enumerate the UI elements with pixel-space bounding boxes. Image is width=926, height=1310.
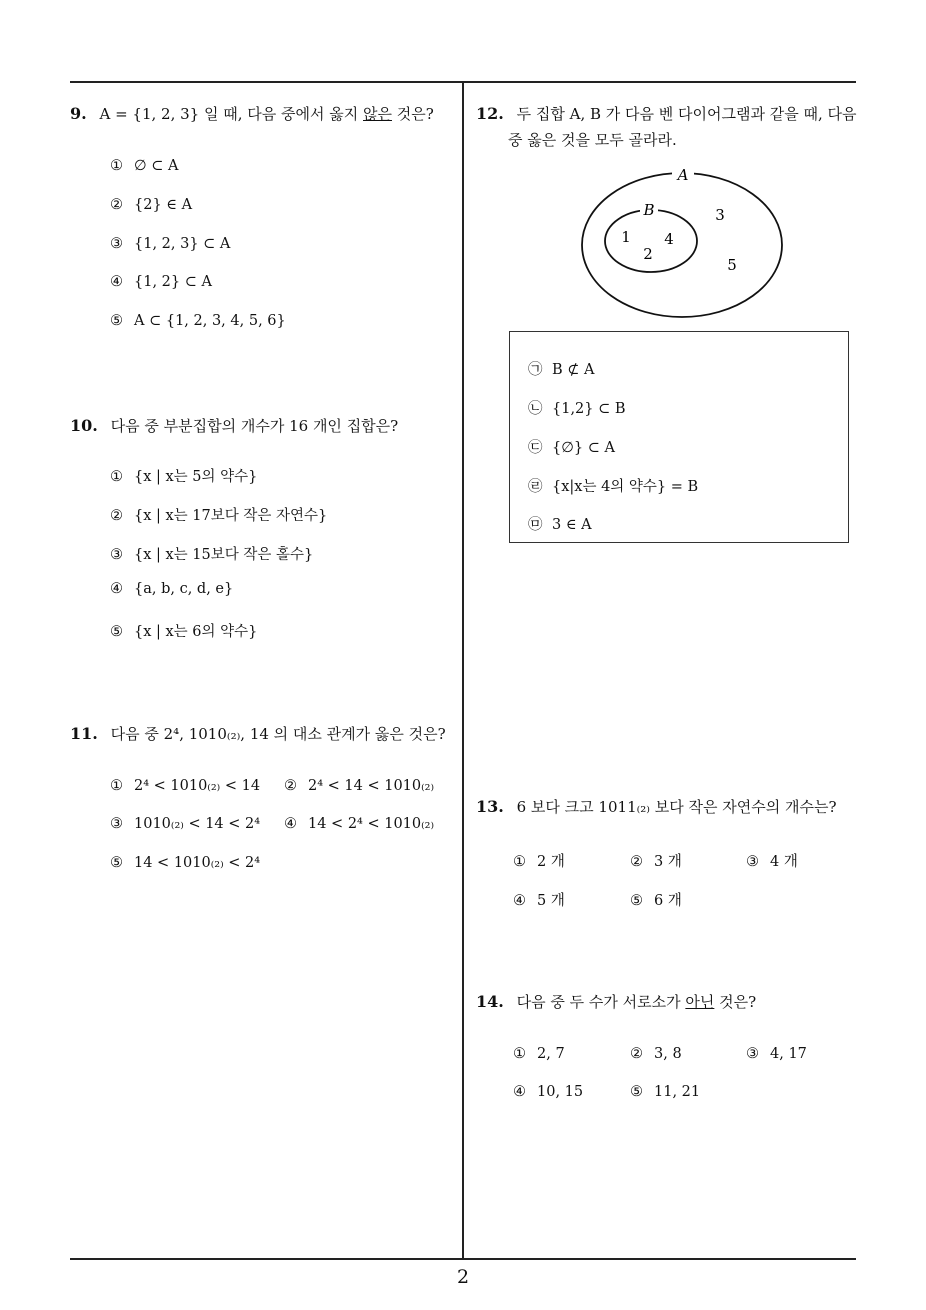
choice-item[interactable]: ③ 4, 17 xyxy=(746,1046,807,1062)
question-number: 14. xyxy=(476,992,504,1011)
choice-item[interactable]: ① {x | x는 5의 약수} xyxy=(110,469,258,485)
choice-item[interactable]: ② {x | x는 17보다 작은 자연수} xyxy=(110,508,328,524)
choice-item[interactable]: ③ {1, 2, 3} ⊂ A xyxy=(110,236,231,252)
choice-item[interactable]: ⑤ 6 개 xyxy=(630,893,682,909)
question-number: 12. xyxy=(476,104,504,123)
choice-item[interactable]: ③ 4 개 xyxy=(746,854,798,870)
element-1: 1 xyxy=(621,228,631,246)
set-a-ellipse xyxy=(582,173,782,317)
choice-item[interactable]: ① 2 개 xyxy=(513,854,565,870)
condition-box xyxy=(509,331,849,543)
choice-item[interactable]: ① ∅ ⊂ A xyxy=(110,158,179,174)
element-4: 4 xyxy=(664,230,674,248)
choice-item[interactable]: ④ {1, 2} ⊂ A xyxy=(110,274,212,290)
choice-item[interactable]: ⑤ A ⊂ {1, 2, 3, 4, 5, 6} xyxy=(110,313,286,329)
question-number: 10. xyxy=(70,416,98,435)
condition-item[interactable]: ㉡ {1,2} ⊂ B xyxy=(528,401,626,417)
choice-item[interactable]: ② {2} ∈ A xyxy=(110,197,193,213)
question-stem-line-2: 중 옳은 것을 모두 골라라. xyxy=(508,131,677,149)
question-13 xyxy=(476,794,837,820)
choice-item[interactable]: ② 3, 8 xyxy=(630,1046,682,1062)
question-stem-line-1: 두 집합 A, B 가 다음 벤 다이어그램과 같을 때, 다음 xyxy=(516,105,857,123)
choice-item[interactable]: ④ 10, 15 xyxy=(513,1084,584,1100)
venn-diagram xyxy=(578,165,788,325)
choice-item[interactable]: ① 2⁴ < 1010₍₂₎ < 14 xyxy=(110,778,261,794)
choice-item[interactable]: ① 2, 7 xyxy=(513,1046,565,1062)
question-number: 9. xyxy=(70,104,87,123)
element-5: 5 xyxy=(727,256,737,274)
choice-item[interactable]: ⑤ 14 < 1010₍₂₎ < 2⁴ xyxy=(110,855,261,871)
page-number: 2 xyxy=(456,1266,470,1288)
choice-item[interactable]: ④ 5 개 xyxy=(513,893,565,909)
question-stem: 다음 중 두 수가 서로소가 아닌 것은? xyxy=(516,993,757,1011)
question-stem: 다음 중 2⁴, 1010₍₂₎, 14 의 대소 관계가 옳은 것은? xyxy=(110,725,446,743)
set-a-label: A xyxy=(677,166,689,184)
element-3: 3 xyxy=(715,206,725,224)
question-stem: 다음 중 부분집합의 개수가 16 개인 집합은? xyxy=(110,417,399,435)
condition-item[interactable]: ㉠ B ⊄ A xyxy=(528,362,595,378)
choice-item[interactable]: ② 2⁴ < 14 < 1010₍₂₎ xyxy=(284,778,435,794)
choice-item[interactable]: ⑤ 11, 21 xyxy=(630,1084,701,1100)
choice-item[interactable]: ⑤ {x | x는 6의 약수} xyxy=(110,624,258,640)
choice-item[interactable]: ④ 14 < 2⁴ < 1010₍₂₎ xyxy=(284,816,435,832)
question-stem: 6 보다 크고 1011₍₂₎ 보다 작은 자연수의 개수는? xyxy=(516,798,837,816)
question-stem: A = {1, 2, 3} 일 때, 다음 중에서 옳지 않은 것은? xyxy=(99,105,434,123)
condition-item[interactable]: ㉤ 3 ∈ A xyxy=(528,517,592,533)
choice-item[interactable]: ④ {a, b, c, d, e} xyxy=(110,581,234,597)
element-2: 2 xyxy=(643,245,653,263)
condition-item[interactable]: ㉣ {x|x는 4의 약수} = B xyxy=(528,479,699,495)
choice-item[interactable]: ③ {x | x는 15보다 작은 홀수} xyxy=(110,547,314,563)
column-divider xyxy=(462,81,464,1259)
bottom-rule xyxy=(70,1258,856,1260)
question-12 xyxy=(476,101,857,127)
question-11 xyxy=(70,721,446,747)
choice-item[interactable]: ③ 1010₍₂₎ < 14 < 2⁴ xyxy=(110,816,261,832)
question-14 xyxy=(476,989,756,1015)
question-number: 13. xyxy=(476,797,504,816)
choice-item[interactable]: ② 3 개 xyxy=(630,854,682,870)
question-number: 11. xyxy=(70,724,98,743)
set-b-label: B xyxy=(643,201,655,219)
question-10 xyxy=(70,413,398,439)
question-9 xyxy=(70,101,434,127)
condition-item[interactable]: ㉢ {∅} ⊂ A xyxy=(528,440,615,456)
